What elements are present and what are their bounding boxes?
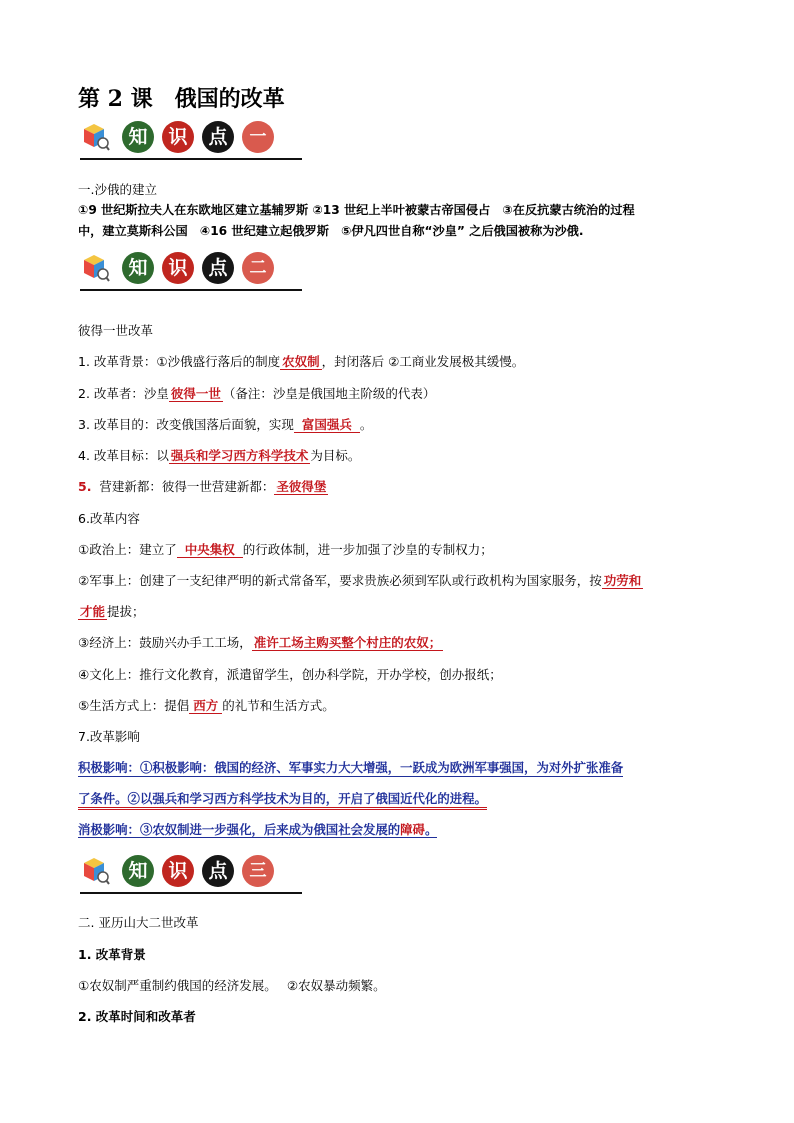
section-heading: 6.改革内容	[78, 511, 140, 526]
positive-impact-line: 了条件。②以强兵和学习西方科学技术为目的，开启了俄国近代化的进程。	[78, 790, 487, 807]
text-line: 5. 营建新都：彼得一世营建新都： 圣彼得堡	[78, 479, 327, 494]
subsection-heading: 1. 改革背景	[78, 947, 146, 962]
answer-fill: 圣彼得堡	[276, 479, 327, 494]
subsection-heading: 2. 改革时间和改革者	[78, 1009, 196, 1024]
badge-zhi: 知	[122, 855, 154, 887]
badge-zhi: 知	[122, 252, 154, 284]
text-line: 中，建立莫斯科公国 ④16 世纪建立起俄罗斯 ⑤伊凡四世自称“沙皇” 之后俄国被称为沙俄.	[78, 224, 584, 238]
text-line: 4. 改革目标：以 强兵和学习西方科学技术 为目标。	[78, 448, 361, 463]
badge-shi: 识	[162, 855, 194, 887]
badge-dian: 点	[202, 252, 234, 284]
text-line: ⑤生活方式上：提倡 西方 的礼节和生活方式。	[78, 698, 335, 713]
text-line: 1. 改革背景：①沙俄盛行落后的制度 农奴制 ，封闭落后 ②工商业发展极其缓慢。	[78, 354, 525, 369]
banner-underline	[80, 892, 302, 894]
text-line: ①政治上：建立了 中央集权 的行政体制，进一步加强了沙皇的专制权力；	[78, 542, 493, 557]
answer-fill: 强兵和学习西方科学技术	[170, 448, 309, 463]
knowledge-point-banner-3	[80, 852, 302, 894]
cube-magnifier-icon	[82, 121, 110, 151]
badge-shi: 识	[162, 121, 194, 153]
answer-fill: 农奴制	[282, 354, 320, 369]
answer-fill: 富国强兵	[294, 417, 360, 433]
badge-shi: 识	[162, 252, 194, 284]
badge-number: 二	[242, 252, 274, 284]
text-line: ②军事上：创建了一支纪律严明的新式常备军，要求贵族必须到军队或行政机构为国家服务，按 功劳和	[78, 573, 642, 588]
banner-underline	[80, 158, 302, 160]
answer-fill: 中央集权	[177, 542, 243, 558]
text-line: ①农奴制严重制约俄国的经济发展。 ②农奴暴动频繁。	[78, 978, 386, 993]
negative-impact-line: 消极影响：③农奴制进一步强化，后来成为俄国社会发展的障碍。	[78, 822, 438, 837]
badge-number: 一	[242, 121, 274, 153]
answer-fill: 功劳和	[603, 573, 642, 588]
knowledge-point-banner-1	[80, 118, 302, 160]
text-line: ③经济上：鼓励兴办手工工场， 准许工场主购买整个村庄的农奴；	[78, 635, 442, 650]
page-title: 第 2 课 俄国的改革	[78, 86, 285, 112]
text-line: 才能 提拔；	[80, 604, 145, 619]
badge-number: 三	[242, 855, 274, 887]
badge-dian: 点	[202, 121, 234, 153]
cube-magnifier-icon	[82, 252, 110, 282]
answer-fill: 才能	[80, 604, 106, 619]
section-heading: 7.改革影响	[78, 729, 140, 744]
knowledge-point-banner-2	[80, 249, 302, 291]
text-line: 3. 改革目的：改变俄国落后面貌，实现 富国强兵 。	[78, 417, 373, 432]
answer-fill: 准许工场主购买整个村庄的农奴；	[253, 635, 442, 650]
badge-dian: 点	[202, 855, 234, 887]
section-heading: 彼得一世改革	[78, 323, 154, 338]
cube-magnifier-icon	[82, 855, 110, 885]
answer-fill: 彼得一世	[170, 386, 221, 401]
text-line: 2. 改革者：沙皇 彼得一世 （备注：沙皇是俄国地主阶级的代表）	[78, 386, 436, 401]
positive-impact-line: 积极影响：①积极影响：俄国的经济、军事实力大大增强，一跃成为欧洲军事强国，为对外扩张准备	[78, 760, 624, 775]
badge-zhi: 知	[122, 121, 154, 153]
section-heading: 一.沙俄的建立	[78, 182, 157, 197]
section-heading: 二. 亚历山大二世改革	[78, 915, 199, 930]
banner-underline	[80, 289, 302, 291]
answer-fill: 西方	[189, 698, 222, 714]
text-line: ①9 世纪斯拉夫人在东欧地区建立基辅罗斯 ②13 世纪上半叶被蒙古帝国侵占 ③在反抗蒙古统治的过程	[78, 203, 635, 217]
text-line: ④文化上：推行文化教育，派遣留学生，创办科学院，开办学校，创办报纸；	[78, 667, 502, 682]
